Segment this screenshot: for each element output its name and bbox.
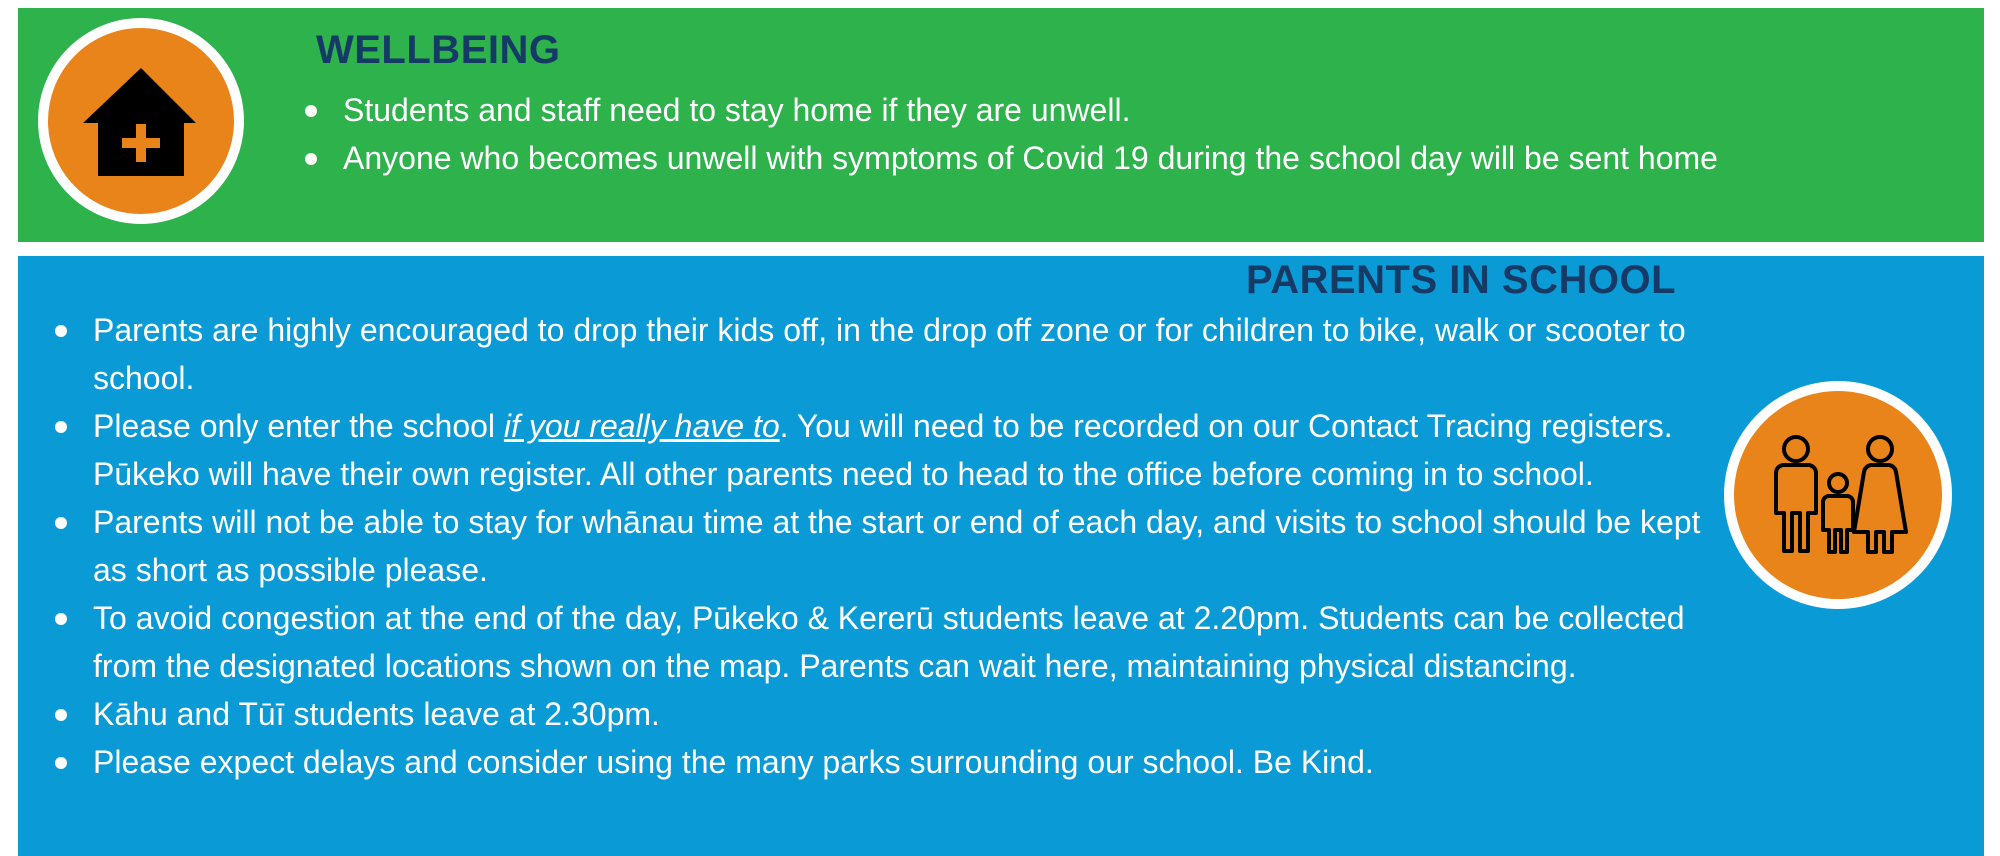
list-item bbox=[18, 402, 1738, 498]
list-item: Please expect delays and consider using the many parks surrounding our school. Be Kind. bbox=[18, 738, 1738, 786]
wellbeing-title: WELLBEING bbox=[316, 28, 561, 72]
house-medical-icon bbox=[38, 18, 244, 224]
parents-panel bbox=[18, 256, 1984, 856]
list-item: Parents are highly encouraged to drop their kids off, in the drop off zone or for children to bike, walk or scooter to school. bbox=[18, 306, 1738, 402]
family-icon bbox=[1724, 381, 1952, 609]
wellbeing-list bbox=[268, 86, 1868, 182]
list-item: Parents will not be able to stay for whānau time at the start or end of each day, and visits to school should be kept as short as possible please. bbox=[18, 498, 1738, 594]
list-item-text: . You will need to be recorded on our Contact Tracing registers. Pūkeko will have their own register. All other parents need to head to the office before coming in to school. bbox=[93, 408, 1673, 492]
list-item: Kāhu and Tūī students leave at 2.30pm. bbox=[18, 690, 1738, 738]
list-item: To avoid congestion at the end of the day, Pūkeko & Kererū students leave at 2.20pm. Students can be collected from the designated locations shown on the map. Parents can wait here, maintaining physical distancing. bbox=[18, 594, 1738, 690]
parents-title: PARENTS IN SCHOOL bbox=[1246, 258, 1677, 302]
emphasis-text: if you really have to bbox=[503, 408, 780, 444]
list-item: Anyone who becomes unwell with symptoms of Covid 19 during the school day will be sent home bbox=[268, 134, 1868, 182]
parents-list bbox=[18, 306, 1738, 786]
wellbeing-panel bbox=[18, 8, 1984, 242]
list-item-text: Please only enter the school bbox=[93, 408, 504, 444]
list-item: Students and staff need to stay home if they are unwell. bbox=[268, 86, 1868, 134]
